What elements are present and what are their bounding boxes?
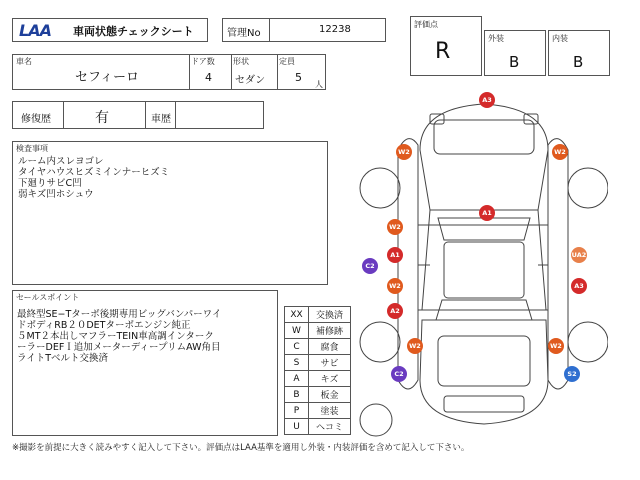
wheel-front-right	[568, 168, 608, 208]
legend-code: C	[285, 339, 309, 355]
interior-value: B	[573, 53, 584, 71]
exterior-box	[484, 30, 546, 76]
vehicle-row	[12, 54, 326, 90]
wheel-front-left	[360, 168, 400, 208]
legend-row	[285, 387, 351, 403]
inspection-box	[12, 141, 328, 285]
legend-code: W	[285, 323, 309, 339]
laa-logo: LAA	[19, 21, 51, 40]
legend-code: B	[285, 387, 309, 403]
legend-row	[285, 307, 351, 323]
doors-label: ドア数	[191, 57, 215, 66]
footer-note: ※撮影を前提に大きく読みやすく記入して下さい。評価点はLAA基準を適用し外装・内装評価を含めて記入して下さい。	[12, 443, 470, 453]
interior-label: 内装	[552, 34, 568, 43]
legend-row	[285, 355, 351, 371]
legend-code: XX	[285, 307, 309, 323]
shape-value: セダン	[235, 75, 266, 86]
wheel-rear-left	[360, 322, 400, 362]
shape-label: 形状	[233, 57, 249, 66]
damage-mark: S2	[564, 366, 580, 382]
legend-row	[285, 419, 351, 435]
repair-label: 修復歴	[21, 114, 51, 125]
damage-mark: W2	[387, 278, 403, 294]
legend-meaning: キズ	[309, 371, 351, 387]
sales-line: ５MT２本出しマフラーTEIN車高調インターク	[17, 331, 214, 342]
legend-code: A	[285, 371, 309, 387]
hood-panel	[434, 120, 534, 154]
sales-box	[12, 290, 278, 436]
damage-mark: W2	[387, 219, 403, 235]
kanri-box	[222, 18, 386, 42]
legend-row	[285, 403, 351, 419]
legend-meaning: 板金	[309, 387, 351, 403]
legend-row	[285, 371, 351, 387]
damage-mark: W2	[396, 144, 412, 160]
legend-code: S	[285, 355, 309, 371]
repair-value: 有	[95, 110, 109, 126]
doors-value: 4	[205, 71, 212, 84]
damage-mark: C2	[391, 366, 407, 382]
legend-code: P	[285, 403, 309, 419]
sales-line: ライトTベルト交換済	[17, 353, 109, 364]
inspection-line: タイヤハウスヒズミインナーヒズミ	[18, 167, 170, 178]
car-name-value: セフィーロ	[75, 70, 139, 85]
sheet-title: 車両状態チェックシート	[73, 25, 194, 38]
legend-meaning: 交換済	[309, 307, 351, 323]
wheel-rear-right	[568, 322, 608, 362]
interior-box	[548, 30, 610, 76]
capacity-value: 5	[295, 71, 302, 84]
roof-panel	[444, 242, 524, 298]
trunk-lid	[438, 336, 530, 386]
capacity-label: 定員	[279, 57, 295, 66]
sales-line: ドボディRB２０DETターボエンジン純正	[17, 320, 191, 331]
damage-mark: W2	[548, 338, 564, 354]
score-label: 評価点	[414, 20, 438, 29]
legend-meaning: 腐食	[309, 339, 351, 355]
chassis-label: 車歴	[151, 114, 171, 125]
damage-mark: C2	[362, 258, 378, 274]
sales-line: ーラーDEFＩ追加メーターディープリムAW角目	[17, 342, 221, 353]
damage-mark: W2	[407, 338, 423, 354]
exterior-value: B	[509, 53, 520, 71]
damage-code-legend	[284, 306, 351, 435]
damage-mark: A2	[387, 303, 403, 319]
inspection-label: 検査事項	[16, 144, 48, 153]
damage-mark: A3	[479, 92, 495, 108]
legend-code: U	[285, 419, 309, 435]
damage-mark: A1	[387, 247, 403, 263]
history-row	[12, 101, 264, 129]
damage-mark: A1	[479, 205, 495, 221]
exterior-label: 外装	[488, 34, 504, 43]
windshield	[438, 218, 530, 240]
logo-box	[12, 18, 208, 42]
damage-mark: UA2	[571, 247, 587, 263]
inspection-line: ルーム内スレヨゴレ	[18, 156, 104, 167]
car-name-label: 車名	[16, 57, 32, 66]
legend-row	[285, 339, 351, 355]
spare-tire	[360, 404, 392, 436]
car-diagram	[358, 90, 608, 442]
sales-line: 最終型SE−Tターボ後期専用ビッグバンパーワイ	[17, 309, 222, 320]
score-value: R	[435, 39, 451, 64]
legend-meaning: 塗装	[309, 403, 351, 419]
score-box	[410, 16, 482, 76]
legend-meaning: 補修跡	[309, 323, 351, 339]
capacity-unit: 人	[315, 80, 323, 89]
inspection-line: 弱キズ凹ホシュウ	[18, 189, 94, 200]
kanri-number: 12238	[319, 24, 351, 35]
legend-row	[285, 323, 351, 339]
damage-mark: A3	[571, 278, 587, 294]
kanri-label: 管理No	[227, 28, 261, 39]
inspection-line: 下廻りサビC凹	[18, 178, 82, 189]
legend-meaning: サビ	[309, 355, 351, 371]
damage-mark: W2	[552, 144, 568, 160]
sales-label: セールスポイント	[16, 293, 80, 302]
legend-meaning: ヘコミ	[309, 419, 351, 435]
